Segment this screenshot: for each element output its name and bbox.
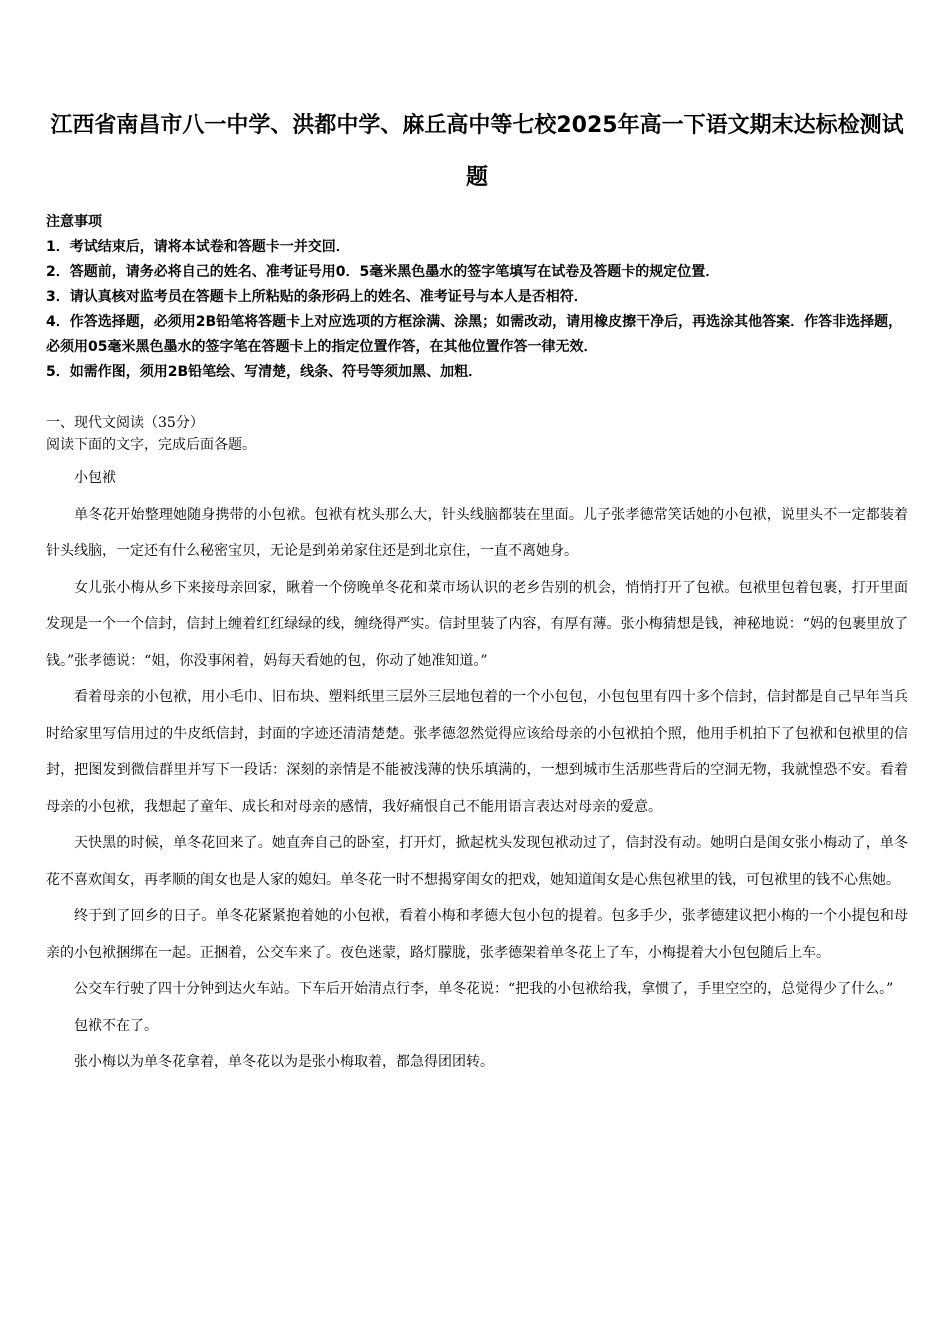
story-paragraph: 看着母亲的小包袱，用小毛巾、旧布块、塑料纸里三层外三层地包着的一个小包包，小包包里有四十多个信封，信封都是自己早年当兵时给家里写信用过的牛皮纸信封，封面的字迹还清清楚楚。张孝德忽然觉得应该给母亲的小包袱拍个照，他用手机拍下了包袱和包袱里的信封，把图发到微信群里并写下一段话：深刻的亲情是不能被浅薄的快乐填满的，一想到城市生活那些背后的空洞无物，我就惶恐不安。看着母亲的小包袱，我想起了童年、成长和对母亲的感情，我好痛恨自己不能用语言表达对母亲的爱意。: [46, 689, 908, 815]
story-paragraph: 张小梅以为单冬花拿着，单冬花以为是张小梅取着，都急得团团转。: [74, 1054, 494, 1070]
notice-item: 2．答题前，请务必将自己的姓名、准考证号用0．5毫米黑色墨水的签字笔填写在试卷及答题卡的规定位置．: [46, 264, 720, 280]
exam-page: [46, 0, 908, 1081]
reading-section: [46, 412, 908, 456]
story-paragraph: 公交车行驶了四十分钟到达火车站。下车后开始清点行李，单冬花说：“把我的小包袱给我，拿惯了，手里空空的，总觉得少了什么。”: [74, 981, 894, 997]
notice-list: [46, 235, 908, 385]
section-title: 一、现代文阅读（35分）: [46, 415, 204, 431]
story-paragraph: 终于到了回乡的日子。单冬花紧紧抱着她的小包袱，看着小梅和孝德大包小包的提着。包多手少，张孝德建议把小梅的一个小提包和母亲的小包袱捆绑在一起。正捆着，公交车来了。夜色迷蒙，路灯朦胧，张孝德架着单冬花上了车，小梅提着大小包包随后上车。: [46, 908, 908, 961]
story-paragraph: 女儿张小梅从乡下来接母亲回家，瞅着一个傍晚单冬花和菜市场认识的老乡告别的机会，悄悄打开了包袱。包袱里包着包裹，打开里面发现是一个一个信封，信封上缠着红红绿绿的线，缠绕得严实。信封里装了内容，有厚有薄。张小梅猜想是钱，神秘地说：“妈的包裹里放了钱。”张孝德说：“姐，你没事闲着，妈每天看她的包，你动了她准知道。”: [46, 579, 908, 669]
notice-item: 3．请认真核对监考员在答题卡上所粘贴的条形码上的姓名、准考证号与本人是否相符．: [46, 289, 588, 305]
section-instruction: 阅读下面的文字，完成后面各题。: [46, 437, 256, 453]
exam-title: 江西省南昌市八一中学、洪都中学、麻丘高中等七校2025年高一下语文期末达标检测试题: [50, 113, 904, 190]
notice-block: [46, 210, 908, 385]
story-paragraph: 单冬花开始整理她随身携带的小包袱。包袱有枕头那么大，针头线脑都装在里面。儿子张孝德常笑话她的小包袱，说里头不一定都装着针头线脑，一定还有什么秘密宝贝，无论是到弟弟家住还是到北京住，一直不离她身。: [46, 506, 908, 559]
story: [46, 460, 908, 1081]
notice-item: 4．作答选择题，必须用2B铅笔将答题卡上对应选项的方框涂满、涂黑；如需改动，请用橡皮擦干净后，再选涂其他答案．作答非选择题，必须用05毫米黑色墨水的签字笔在答题卡上的指定位置作答，在其他位置作答一律无效．: [46, 314, 903, 355]
story-title: 小包袱: [74, 470, 116, 486]
notice-item: 1．考试结束后，请将本试卷和答题卡一并交回．: [46, 239, 350, 255]
notice-item: 5．如需作图，须用2B铅笔绘、写清楚，线条、符号等须加黑、加粗．: [46, 364, 483, 380]
story-paragraph: 包袱不在了。: [74, 1017, 158, 1034]
story-paragraph: 天快黑的时候，单冬花回来了。她直奔自己的卧室，打开灯，掀起枕头发现包袱动过了，信封没有动。她明白是闺女张小梅动了，单冬花不喜欢闺女，再孝顺的闺女也是人家的媳妇。单冬花一时不想揭穿闺女的把戏，她知道闺女是心焦包袱里的钱，可包袱里的钱不心焦她。: [46, 835, 908, 888]
notice-heading: 注意事项: [46, 214, 102, 230]
